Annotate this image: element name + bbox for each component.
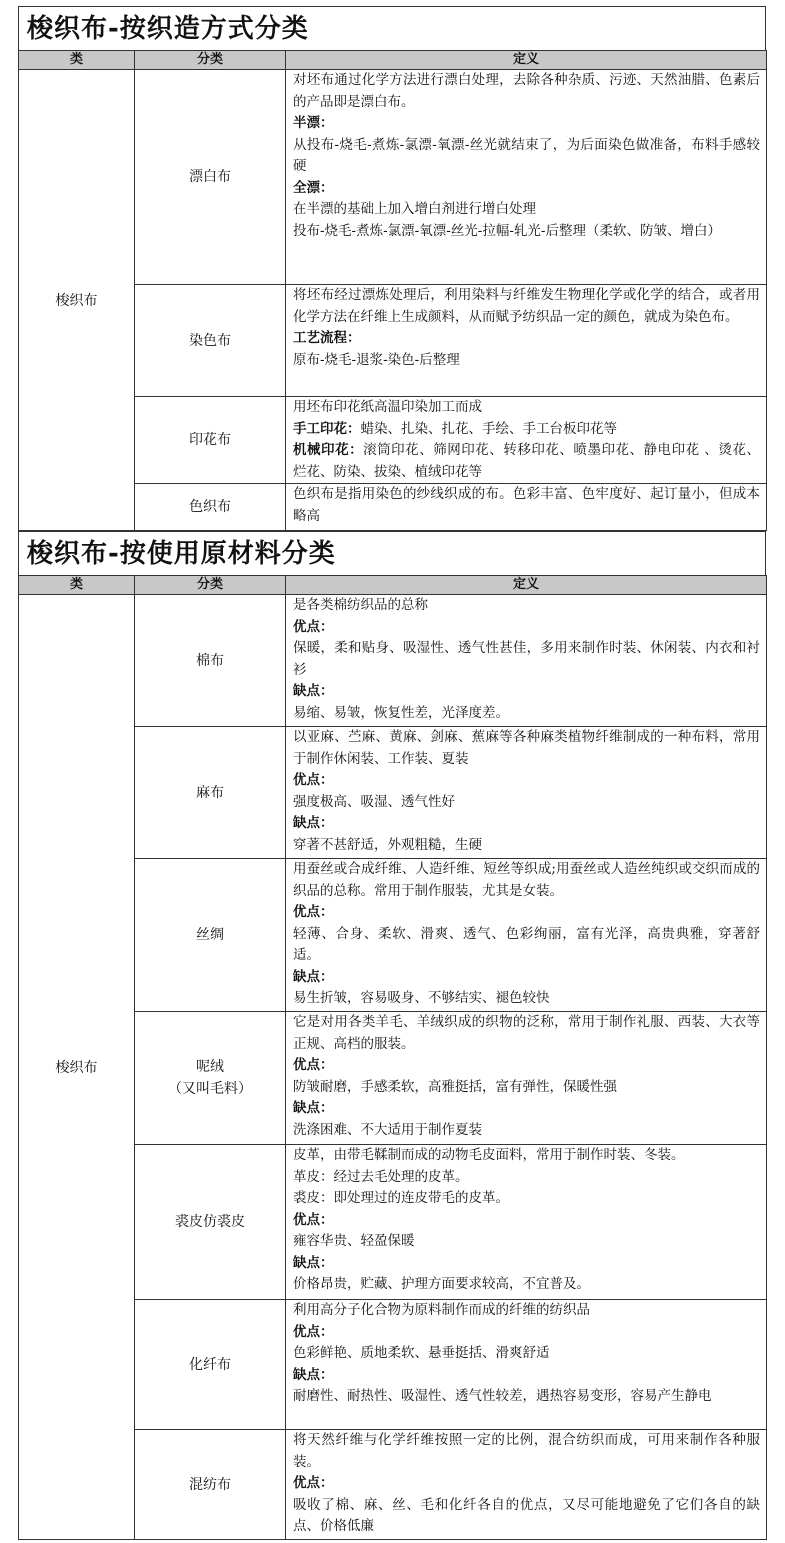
subcategory-alias: （又叫毛料） xyxy=(168,1081,252,1097)
subcategory-name: 呢绒 xyxy=(196,1059,224,1075)
header-subcategory: 分类 xyxy=(135,51,286,70)
definition-label: 缺点： xyxy=(293,1366,334,1383)
definition-text: 滚筒印花、筛网印花、转移印花、喷墨印花、静电印花 、烫花、 烂花、防染、拔染、植绒印花等 xyxy=(293,442,760,480)
definition-label: 优点： xyxy=(293,1475,334,1491)
definition-text: 耐磨性、耐热性、吸湿性、透气性较差，遇热容易变形，容易产生静电 xyxy=(293,1388,712,1404)
definition-text: 它是对用各类羊毛、羊绒织成的织物的泛称，常用于制作礼服、西装、大衣等正规、高档的服装。 xyxy=(293,1014,760,1052)
section-weaving-method xyxy=(18,6,766,531)
definition-label: 优点： xyxy=(293,1323,334,1340)
definition-text: 利用高分子化合物为原料制作而成的纤维的纺织品 xyxy=(293,1302,590,1318)
table-row xyxy=(19,595,767,727)
header-subcategory: 分类 xyxy=(135,576,286,595)
page xyxy=(18,6,766,1540)
definition-cell xyxy=(286,595,767,727)
definition-text: 强度极高、吸湿、透气性好 xyxy=(293,793,455,810)
definition-text: 用坯布印花纸高温印染加工而成 xyxy=(293,399,482,415)
definition-text: 洗涤困难、不大适用于制作夏装 xyxy=(293,1121,482,1138)
section-title: 梭织布-按织造方式分类 xyxy=(18,6,766,50)
definition-text: 色彩鲜艳、质地柔软、悬垂挺括、滑爽舒适 xyxy=(293,1345,550,1361)
definition-text: 保暖，柔和贴身、吸湿性、透气性甚佳，多用来制作时装、休闲装、内衣和衬衫 xyxy=(293,640,760,678)
definition-cell xyxy=(286,1430,767,1540)
definition-label: 半漂： xyxy=(293,115,334,131)
definition-label: 手工印花： xyxy=(293,420,361,437)
definition-cell xyxy=(286,70,767,285)
definition-label: 缺点： xyxy=(293,968,334,985)
definition-label: 优点： xyxy=(293,618,334,635)
definition-text: 将坯布经过漂炼处理后，利用染料与纤维发生物理化学或化学的结合，或者用化学方法在纤维上生成颜料，从而赋予纺织品一定的颜色，就成为染色布。 xyxy=(293,287,760,325)
definition-label: 缺点： xyxy=(293,1254,334,1271)
definition-cell xyxy=(286,285,767,397)
definition-label: 优点： xyxy=(293,904,334,920)
definition-labeled-line xyxy=(293,440,760,483)
category-cell: 梭织布 xyxy=(19,70,135,531)
definition-text: 色织布是指用染色的纱线织成的布。色彩丰富、色牢度好、起订量小，但成本略高 xyxy=(293,486,760,524)
table-row xyxy=(19,70,767,285)
subcategory-cell: 麻布 xyxy=(135,727,286,859)
header-category: 类 xyxy=(19,51,135,70)
definition-text: 裘皮：即处理过的连皮带毛的皮革。 xyxy=(293,1190,509,1206)
subcategory-cell: 化纤布 xyxy=(135,1300,286,1430)
definition-label: 优点： xyxy=(293,1057,334,1073)
definition-cell xyxy=(286,727,767,859)
section-raw-material xyxy=(18,531,766,1540)
definition-text: 易缩、易皱，恢复性差，光泽度差。 xyxy=(293,704,509,721)
definition-label: 优点： xyxy=(293,772,334,788)
table-header-row xyxy=(19,51,767,70)
definition-cell xyxy=(286,859,767,1012)
definition-text: 对坯布通过化学方法进行漂白处理，去除各种杂质、污迹、天然油腊、色素后的产品即是漂白布。 xyxy=(293,72,760,110)
subcategory-cell: 漂白布 xyxy=(135,70,286,285)
definition-text: 原布-烧毛-退浆-染色-后整理 xyxy=(293,351,460,368)
definition-text: 价格昂贵，贮藏、护理方面要求较高，不宜普及。 xyxy=(293,1276,590,1292)
subcategory-cell: 丝绸 xyxy=(135,859,286,1012)
section-title: 梭织布-按使用原材料分类 xyxy=(18,531,766,575)
subcategory-cell: 混纺布 xyxy=(135,1430,286,1540)
table-header-row xyxy=(19,576,767,595)
definition-cell xyxy=(286,1145,767,1300)
definition-text: 从投布-烧毛-煮炼-氯漂-氧漂-丝光就结束了，为后面染色做准备，布料手感较硬 xyxy=(293,136,760,174)
definition-text: 用蚕丝或合成纤维、人造纤维、短丝等织成;用蚕丝或人造丝纯织或交织而成的织品的总称。常用于制作服装，尤其是女装。 xyxy=(293,861,760,899)
definition-text: 投布-烧毛-煮炼-氯漂-氧漂-丝光-拉幅-轧光-后整理（柔软、防皱、增白） xyxy=(293,222,721,239)
definition-labeled-line xyxy=(293,419,760,441)
subcategory-cell: 染色布 xyxy=(135,285,286,397)
definition-label: 机械印花： xyxy=(293,442,364,458)
classification-table xyxy=(18,50,767,531)
definition-text: 以亚麻、苎麻、黄麻、剑麻、蕉麻等各种麻类植物纤维制成的一种布料，常用于制作休闲装、工作装、夏装 xyxy=(293,729,760,767)
definition-text: 雍容华贵、轻盈保暖 xyxy=(293,1233,415,1249)
definition-text: 易生折皱，容易吸身、不够结实、褪色较快 xyxy=(293,990,550,1006)
definition-text: 在半漂的基础上加入增白剂进行增白处理 xyxy=(293,201,536,217)
definition-cell xyxy=(286,1012,767,1145)
definition-text: 皮革，由带毛鞣制而成的动物毛皮面料，常用于制作时装、冬装。 xyxy=(293,1147,685,1163)
definition-label: 优点： xyxy=(293,1211,334,1228)
definition-label: 缺点： xyxy=(293,1100,334,1116)
definition-text: 穿著不甚舒适，外观粗糙，生硬 xyxy=(293,836,482,853)
header-category: 类 xyxy=(19,576,135,595)
definition-label: 全漂： xyxy=(293,179,334,196)
definition-label: 工艺流程： xyxy=(293,330,361,346)
classification-table xyxy=(18,575,767,1540)
definition-label: 缺点： xyxy=(293,683,334,699)
definition-label: 缺点： xyxy=(293,815,334,831)
category-cell: 梭织布 xyxy=(19,595,135,1540)
header-definition: 定义 xyxy=(286,51,767,70)
subcategory-cell: 印花布 xyxy=(135,397,286,484)
definition-text: 革皮：经过去毛处理的皮革。 xyxy=(293,1168,469,1185)
definition-text: 蜡染、扎染、扎花、手绘、手工台板印花等 xyxy=(360,420,617,437)
header-definition: 定义 xyxy=(286,576,767,595)
definition-text: 吸收了棉、麻、丝、毛和化纤各自的优点，又尽可能地避免了它们各自的缺点、价格低廉 xyxy=(293,1496,760,1534)
definition-cell xyxy=(286,484,767,531)
subcategory-cell xyxy=(135,1012,286,1145)
definition-text: 将天然纤维与化学纤维按照一定的比例，混合纺织而成，可用来制作各种服装。 xyxy=(293,1432,760,1470)
definition-cell xyxy=(286,1300,767,1430)
definition-text: 是各类棉纺织品的总称 xyxy=(293,597,428,613)
definition-text: 防皱耐磨，手感柔软，高雅挺括，富有弹性，保暖性强 xyxy=(293,1078,617,1095)
subcategory-cell: 棉布 xyxy=(135,595,286,727)
subcategory-cell: 裘皮仿裘皮 xyxy=(135,1145,286,1300)
subcategory-cell: 色织布 xyxy=(135,484,286,531)
definition-cell xyxy=(286,397,767,484)
definition-text: 轻薄、合身、柔软、滑爽、透气、色彩绚丽，富有光泽，高贵典雅，穿著舒适。 xyxy=(293,925,760,963)
